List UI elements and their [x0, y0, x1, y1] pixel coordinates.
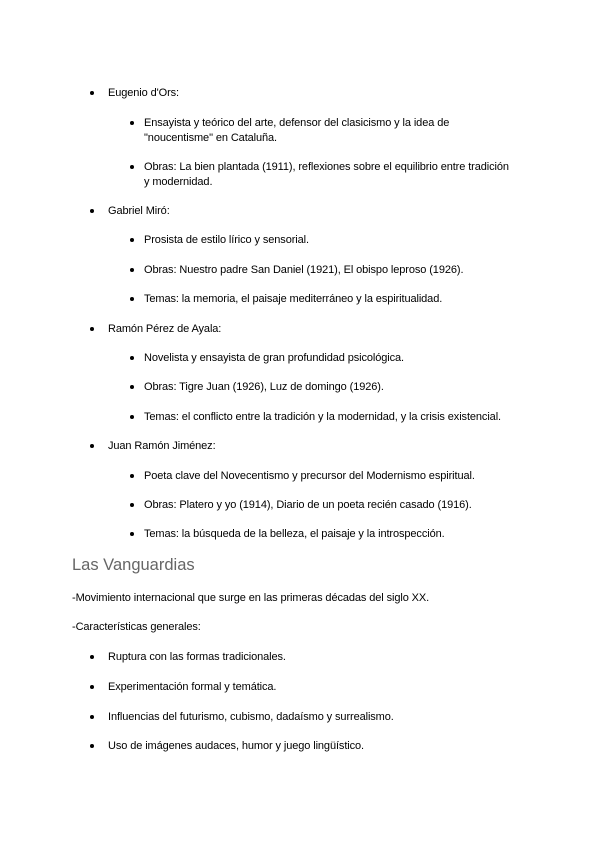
bullet-icon	[130, 165, 134, 169]
bullet-icon	[130, 503, 134, 507]
list-item: Influencias del futurismo, cubismo, dadaísmo y surrealismo.	[108, 711, 394, 723]
author-point: Temas: el conflicto entre la tradición y la modernidad, y la crisis existencial.	[144, 411, 501, 423]
author-point: Obras: Platero y yo (1914), Diario de un poeta recién casado (1916).	[144, 499, 472, 511]
list-item: Experimentación formal y temática.	[108, 681, 277, 693]
bullet-icon	[130, 415, 134, 419]
author-name: Juan Ramón Jiménez:	[108, 440, 216, 452]
author-name: Gabriel Miró:	[108, 205, 170, 217]
list-item: Ruptura con las formas tradicionales.	[108, 651, 286, 663]
author-name: Eugenio d'Ors:	[108, 87, 180, 99]
bullet-icon	[90, 444, 94, 448]
bullet-icon	[90, 715, 94, 719]
bullet-icon	[90, 327, 94, 331]
bullet-icon	[130, 121, 134, 125]
author-point: Ensayista y teórico del arte, defensor del clasicismo y la idea de	[144, 117, 450, 129]
bullet-icon	[90, 209, 94, 213]
author-point: Obras: Tigre Juan (1926), Luz de domingo (1926).	[144, 381, 384, 393]
author-point: Novelista y ensayista de gran profundidad psicológica.	[144, 352, 404, 364]
bullet-icon	[90, 655, 94, 659]
bullet-icon	[130, 238, 134, 242]
bullet-icon	[130, 356, 134, 360]
section-heading: Las Vanguardias	[72, 556, 195, 574]
author-point: Prosista de estilo lírico y sensorial.	[144, 234, 309, 246]
section-subheading: -Características generales:	[72, 621, 201, 633]
bullet-icon	[130, 297, 134, 301]
bullet-icon	[130, 532, 134, 536]
author-point: Obras: Nuestro padre San Daniel (1921), El obispo leproso (1926).	[144, 264, 464, 276]
bullet-icon	[130, 474, 134, 478]
bullet-icon	[90, 744, 94, 748]
section-intro: -Movimiento internacional que surge en las primeras décadas del siglo XX.	[72, 592, 430, 604]
author-point-continued: y modernidad.	[144, 176, 213, 188]
bullet-icon	[90, 91, 94, 95]
author-point: Temas: la memoria, el paisaje mediterráneo y la espiritualidad.	[144, 293, 443, 305]
list-item: Uso de imágenes audaces, humor y juego lingüístico.	[108, 740, 364, 752]
author-point: Temas: la búsqueda de la belleza, el paisaje y la introspección.	[144, 528, 445, 540]
bullet-icon	[130, 268, 134, 272]
author-point-continued: "noucentisme" en Cataluña.	[144, 132, 278, 144]
bullet-icon	[90, 685, 94, 689]
bullet-icon	[130, 385, 134, 389]
author-point: Obras: La bien plantada (1911), reflexiones sobre el equilibrio entre tradición	[144, 161, 509, 173]
author-name: Ramón Pérez de Ayala:	[108, 323, 222, 335]
author-point: Poeta clave del Novecentismo y precursor del Modernismo espiritual.	[144, 470, 475, 482]
